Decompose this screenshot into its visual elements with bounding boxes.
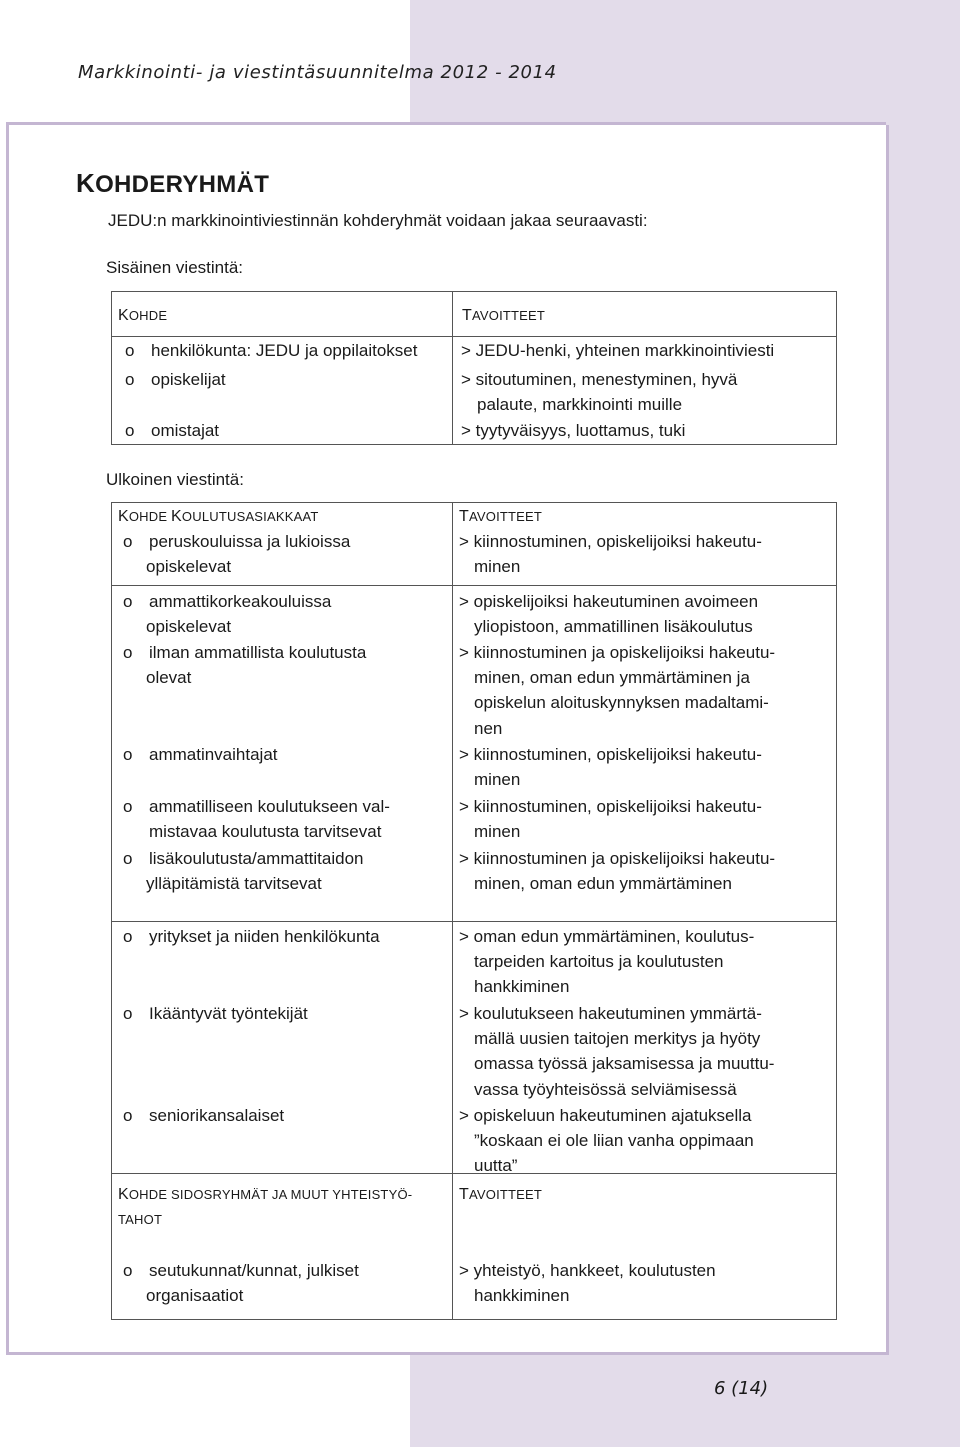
internal-row-goal: palaute, markkinointi muille xyxy=(477,395,683,414)
section-intro: JEDU:n markkinointiviestinnän kohderyhmät voidaan jakaa seuraavasti: xyxy=(108,211,648,230)
external-row-goal: > oman edun ymmärtäminen, koulutus- xyxy=(459,927,755,946)
internal-row-goal: > sitoutuminen, menestyminen, hyvä xyxy=(461,370,738,389)
external-row-target: o peruskouluissa ja lukioissa xyxy=(123,532,351,551)
external-row-target: o ammatilliseen koulutukseen val- xyxy=(123,797,390,816)
internal-col-target: KOHDE xyxy=(118,307,168,324)
external-row-target: o yritykset ja niiden henkilökunta xyxy=(123,927,380,946)
internal-row-goal: > JEDU-henki, yhteinen markkinointiviesti xyxy=(461,341,775,360)
document-header-title: Markkinointi- ja viestintäsuunnitelma 2012 - 2014 xyxy=(78,62,557,83)
section-title: KOHDERYHMÄT xyxy=(76,168,270,198)
internal-row-goal: > tyytyväisyys, luottamus, tuki xyxy=(461,421,686,440)
external-row-goal: > kiinnostuminen ja opiskelijoiksi hakeutu- xyxy=(459,643,776,662)
external-row-goal: > opiskeluun hakeutuminen ajatuksella xyxy=(459,1106,752,1125)
external-row-target: o ammattikorkeakouluissa xyxy=(123,592,332,611)
external-col-target: KOHDE KOULUTUSASIAKKAAT xyxy=(118,508,319,525)
internal-row-target: o opiskelijat xyxy=(125,370,226,389)
partners-col-target: KOHDE SIDOSRYHMÄT JA MUUT YHTEISTYÖ- xyxy=(118,1186,413,1203)
external-row-target: o seniorikansalaiset xyxy=(123,1106,285,1125)
external-row-target: o ammatinvaihtajat xyxy=(123,745,278,764)
internal-col-goal: TAVOITTEET xyxy=(462,307,546,324)
partners-col-goal: TAVOITTEET xyxy=(459,1186,543,1203)
partners-row-goal: > yhteistyö, hankkeet, koulutusten xyxy=(459,1261,716,1280)
external-heading: Ulkoinen viestintä: xyxy=(106,470,244,489)
external-row-goal: > kiinnostuminen, opiskelijoiksi hakeutu- xyxy=(459,532,762,551)
external-row-goal: > kiinnostuminen, opiskelijoiksi hakeutu- xyxy=(459,745,762,764)
internal-row-target: o omistajat xyxy=(125,421,220,440)
internal-row-target: o henkilökunta: JEDU ja oppilaitokset xyxy=(125,341,418,360)
partners-row-target: o seutukunnat/kunnat, julkiset xyxy=(123,1261,359,1280)
external-row-goal: > opiskelijoiksi hakeutuminen avoimeen xyxy=(459,592,759,611)
partners-col-target-2: TAHOT xyxy=(118,1212,163,1227)
external-row-target: o ilman ammatillista koulutusta xyxy=(123,643,367,662)
page-number: 6 (14) xyxy=(714,1378,769,1399)
external-row-target: o lisäkoulutusta/ammattitaidon xyxy=(123,849,364,868)
external-col-goal: TAVOITTEET xyxy=(459,508,543,525)
external-row-goal: > kiinnostuminen, opiskelijoiksi hakeutu- xyxy=(459,797,762,816)
external-row-goal: > kiinnostuminen ja opiskelijoiksi hakeutu- xyxy=(459,849,776,868)
internal-heading: Sisäinen viestintä: xyxy=(106,258,244,277)
external-row-goal: > koulutukseen hakeutuminen ymmärtä- xyxy=(459,1004,762,1023)
external-row-target: o Ikääntyvät työntekijät xyxy=(123,1004,308,1023)
